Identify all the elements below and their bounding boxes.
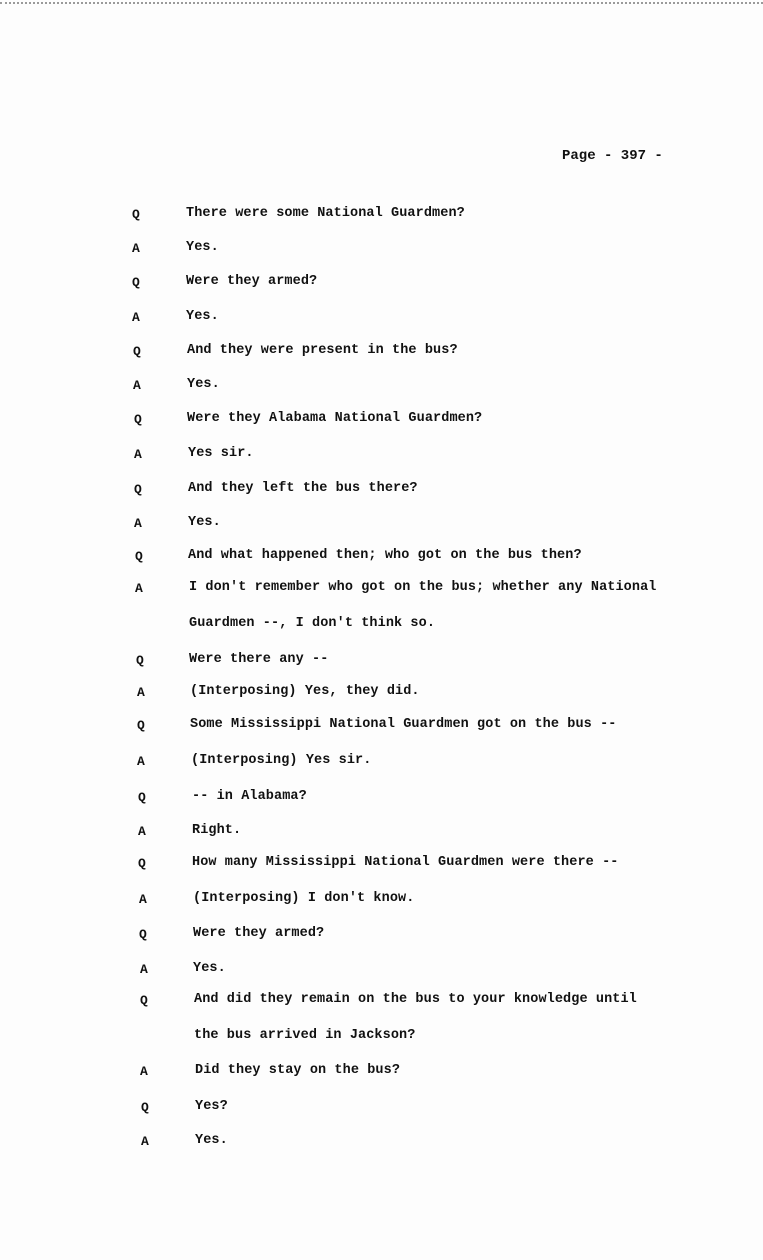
question-marker: Q <box>138 856 146 871</box>
question-text: Were there any -- <box>189 652 329 667</box>
answer-text: Did they stay on the bus? <box>195 1063 401 1078</box>
continuation-text: Guardmen --, I don't think so. <box>189 616 436 631</box>
question-marker: Q <box>141 1100 149 1115</box>
answer-marker: A <box>132 310 140 325</box>
question-marker: Q <box>139 927 147 942</box>
answer-text: Yes sir. <box>188 446 254 461</box>
answer-marker: A <box>139 892 147 907</box>
question-text: And they were present in the bus? <box>187 343 458 358</box>
answer-text: (Interposing) Yes, they did. <box>190 684 420 699</box>
answer-text: (Interposing) Yes sir. <box>191 753 372 768</box>
question-marker: Q <box>137 718 145 733</box>
question-text: Were they armed? <box>193 926 325 941</box>
question-marker: Q <box>138 790 146 805</box>
page-number: Page - 397 - <box>562 148 663 164</box>
continuation-text: the bus arrived in Jackson? <box>194 1028 416 1043</box>
question-text: And what happened then; who got on the bus then? <box>188 548 582 563</box>
answer-marker: A <box>140 962 148 977</box>
question-marker: Q <box>140 993 148 1008</box>
question-marker: Q <box>134 482 142 497</box>
question-text: Yes? <box>195 1099 228 1114</box>
question-text: -- in Alabama? <box>192 789 307 804</box>
question-text: Were they armed? <box>186 274 318 289</box>
answer-marker: A <box>132 241 140 256</box>
answer-text: Yes. <box>186 309 219 324</box>
question-text: Were they Alabama National Guardmen? <box>187 411 483 426</box>
answer-text: Yes. <box>186 240 219 255</box>
question-text: And did they remain on the bus to your knowledge until <box>194 992 637 1007</box>
question-text: There were some National Guardmen? <box>186 206 465 221</box>
answer-text: Yes. <box>195 1133 228 1148</box>
answer-marker: A <box>134 447 142 462</box>
question-text: Some Mississippi National Guardmen got on the bus -- <box>190 717 617 732</box>
answer-text: I don't remember who got on the bus; whether any National <box>189 580 657 595</box>
answer-text: Yes. <box>187 377 220 392</box>
answer-marker: A <box>134 516 142 531</box>
answer-marker: A <box>135 581 143 596</box>
answer-marker: A <box>140 1064 148 1079</box>
answer-marker: A <box>137 685 145 700</box>
question-marker: Q <box>134 412 142 427</box>
question-text: And they left the bus there? <box>188 481 418 496</box>
question-marker: Q <box>135 549 143 564</box>
top-edge-rule <box>0 2 763 4</box>
question-marker: Q <box>133 344 141 359</box>
answer-marker: A <box>137 754 145 769</box>
question-marker: Q <box>132 275 140 290</box>
question-text: How many Mississippi National Guardmen were there -- <box>192 855 619 870</box>
answer-marker: A <box>133 378 141 393</box>
question-marker: Q <box>132 207 140 222</box>
answer-text: Yes. <box>193 961 226 976</box>
question-marker: Q <box>136 653 144 668</box>
answer-text: (Interposing) I don't know. <box>193 891 415 906</box>
answer-marker: A <box>138 824 146 839</box>
answer-marker: A <box>141 1134 149 1149</box>
answer-text: Right. <box>192 823 242 838</box>
answer-text: Yes. <box>188 515 221 530</box>
